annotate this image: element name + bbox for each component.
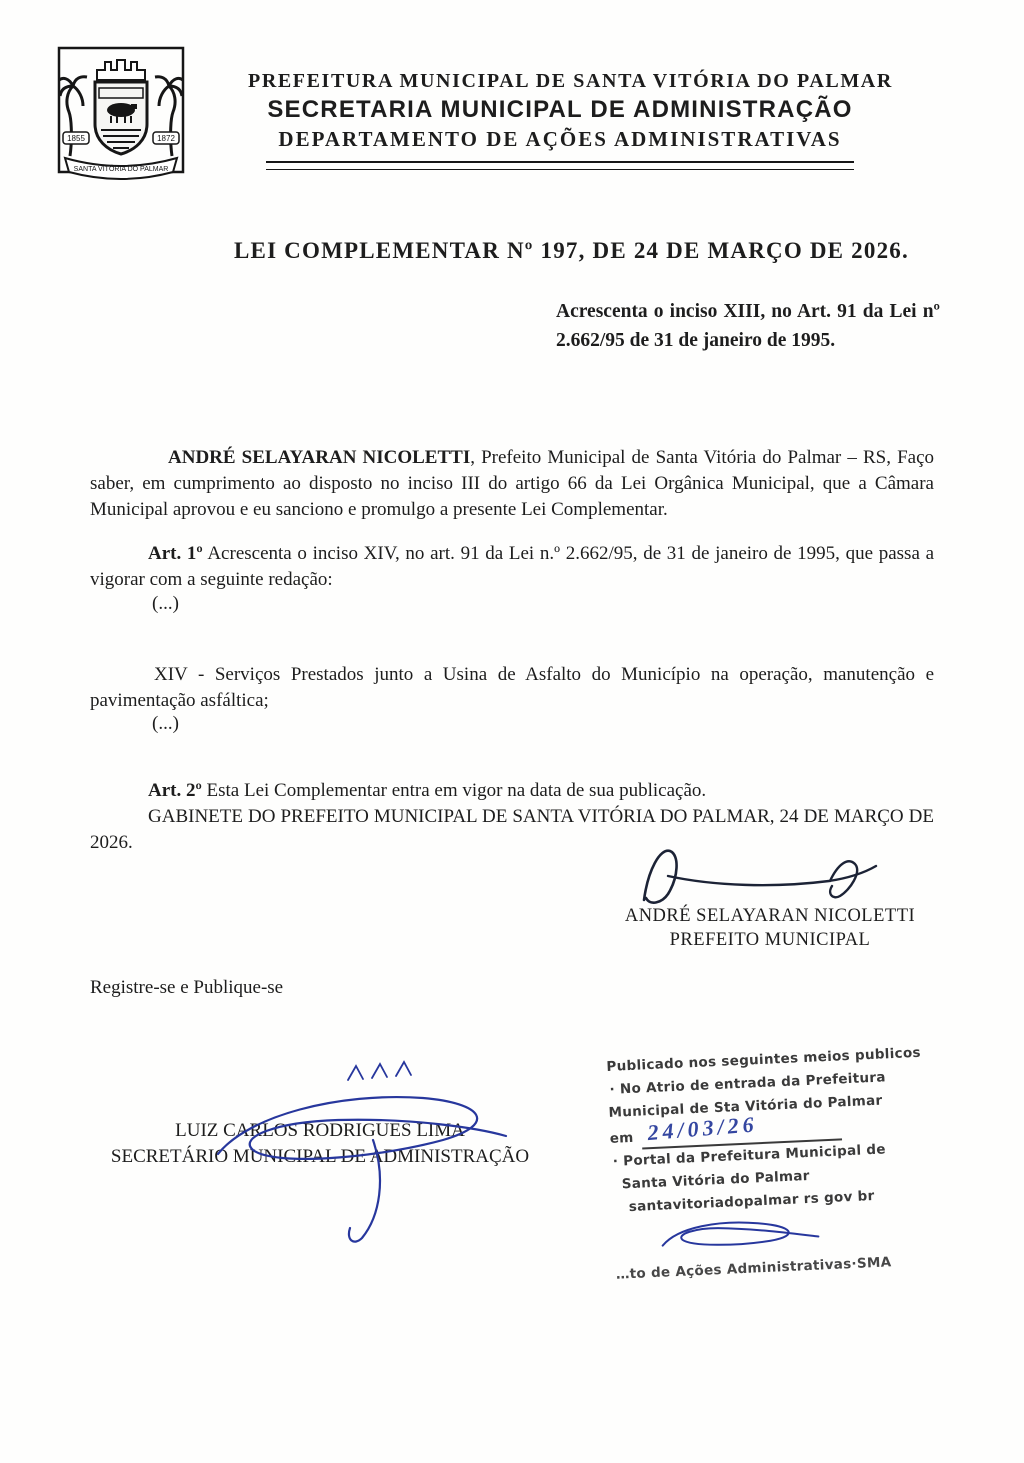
stamp-line-7: santavitoriadopalmar rs gov br — [628, 1187, 875, 1216]
secretary-name: LUIZ CARLOS RODRIGUES LIMA — [175, 1120, 465, 1141]
item-xiv: XIV - Serviços Prestados junto a Usina de Asfalto do Município na operação, manutenção e pavimentação asfáltica; — [90, 664, 934, 711]
stamp-line-3: Municipal de Sta Vitória do Palmar — [608, 1092, 883, 1121]
preamble-text: , Prefeito Municipal de Santa Vitória do Palmar – RS, Faço saber, em cumprimento ao disposto no inciso III do artigo 66 da Lei Orgânica Municipal, que a Câmara Municipal aprovou e eu sanciono e promulgo a presente Lei Complementar. — [90, 447, 934, 520]
letterhead — [248, 70, 893, 170]
article-1 — [90, 541, 934, 593]
law-title: LEI COMPLEMENTAR Nº 197, DE 24 DE MARÇO DE 2026. — [234, 238, 909, 263]
preamble-paragraph — [90, 445, 934, 523]
ellipsis-2: (...) — [152, 713, 179, 734]
emblem-year-right: 1872 — [157, 134, 175, 143]
emblem-banner-text: SANTA VITÓRIA DO PALMAR — [73, 166, 169, 173]
municipal-coat-of-arms-icon — [57, 46, 185, 180]
register-publish-note: Registre-se e Publique-se — [90, 977, 284, 998]
mayor-role: PREFEITO MUNICIPAL — [669, 930, 871, 950]
ellipsis-1: (...) — [152, 593, 179, 614]
letterhead-line1: PREFEITURA MUNICIPAL DE SANTA VITÓRIA DO PALMAR — [248, 70, 893, 92]
mayor-name: ANDRÉ SELAYARAN NICOLETTI — [624, 906, 916, 926]
gabinete-paragraph: GABINETE DO PREFEITO MUNICIPAL DE SANTA VITÓRIA DO PALMAR, 24 DE MARÇO DE 2026. — [90, 806, 934, 853]
stamp-line-6: Santa Vitória do Palmar — [621, 1167, 811, 1193]
stamp-line-5: · Portal da Prefeitura Municipal de — [612, 1141, 887, 1170]
handwritten-date: 24/03/26 — [646, 1111, 759, 1146]
mayor-signature-icon — [624, 842, 914, 914]
article-1-label: Art. 1º — [148, 543, 203, 564]
letterhead-divider — [266, 161, 854, 170]
article-2-label: Art. 2º — [148, 780, 202, 801]
stamp-line-8: …to de Ações Administrativas·SMA — [615, 1254, 892, 1283]
letterhead-line2: SECRETARIA MUNICIPAL DE ADMINISTRAÇÃO — [267, 96, 853, 123]
stamp-line-1: Publicado nos seguintes meios publicos — [606, 1044, 922, 1075]
publication-stamp — [606, 1041, 946, 1287]
stamp-line-2: · No Atrio de entrada da Prefeitura — [609, 1069, 887, 1098]
article-1-text: Acrescenta o inciso XIV, no art. 91 da Lei n.º 2.662/95, de 31 de janeiro de 1995, que passa a vigorar com a seguinte redação: — [90, 543, 934, 590]
article-2-text: Esta Lei Complementar entra em vigor na data de sua publicação. — [201, 780, 707, 801]
emblem-year-left: 1855 — [67, 134, 85, 143]
article-2 — [90, 778, 934, 804]
letterhead-line3: DEPARTAMENTO DE AÇÕES ADMINISTRATIVAS — [278, 127, 842, 151]
stamp-date-prefix: em — [609, 1129, 634, 1147]
secretary-signature-icon — [188, 1058, 518, 1248]
mayor-signature-block — [588, 848, 952, 951]
stamp-signature-icon — [653, 1212, 824, 1254]
secretary-role: SECRETÁRIO MUNICIPAL DE ADMINISTRAÇÃO — [110, 1146, 530, 1167]
law-summary: Acrescenta o inciso XIII, no Art. 91 da Lei nº 2.662/95 de 31 de janeiro de 1995. — [556, 301, 940, 351]
mayor-name-inline: ANDRÉ SELAYARAN NICOLETTI — [168, 447, 471, 468]
